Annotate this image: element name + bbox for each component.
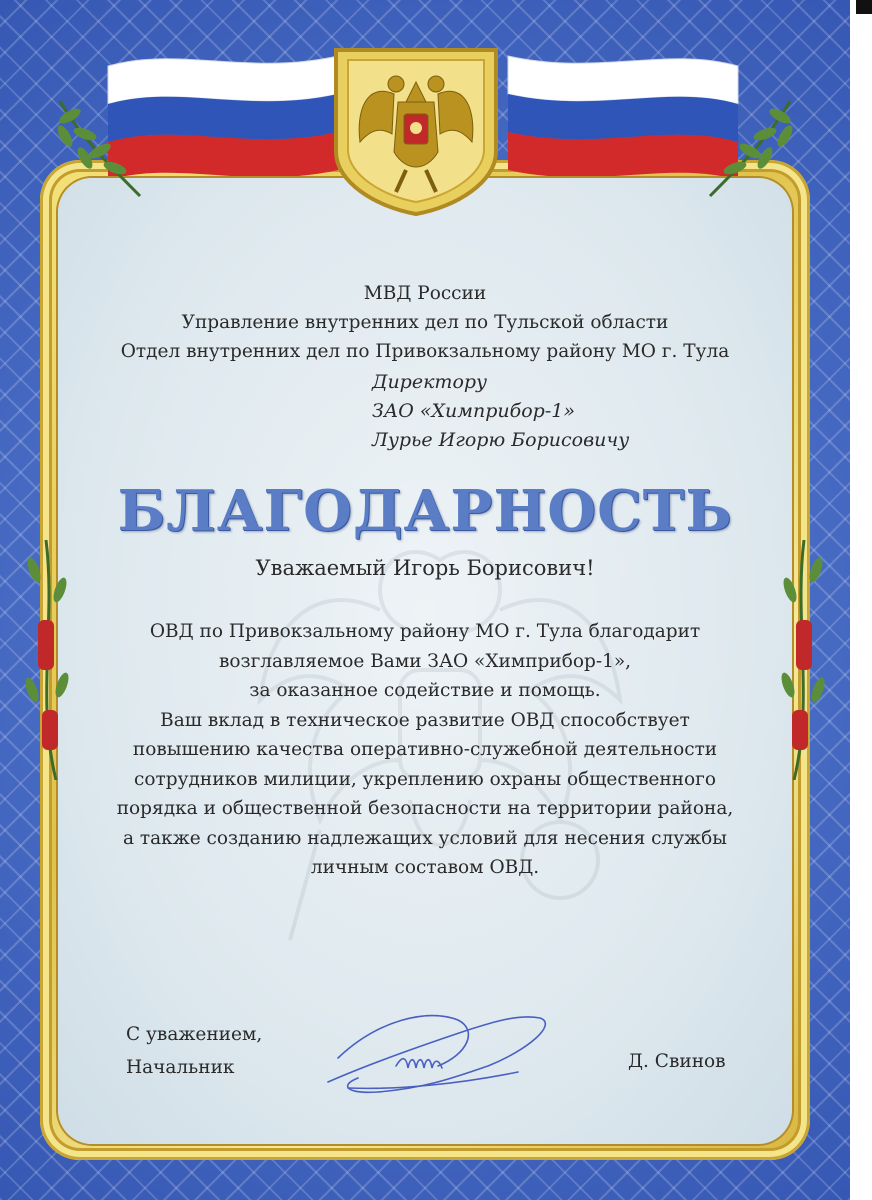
body-line: возглавляемое Вами ЗАО «Химприбор-1», — [218, 650, 632, 672]
body-line: сотрудников милиции, укреплению охраны общественного — [134, 768, 716, 790]
scan-margin — [850, 0, 872, 1200]
addressee-line: ЗАО «Химприбор-1» — [372, 400, 575, 422]
closing-text: С уважением, — [126, 1024, 263, 1045]
issuer-header — [0, 279, 850, 366]
issuer-line: Отдел внутренних дел по Привокзальному району МО г. Тула — [120, 341, 730, 362]
body-line: повышению качества оперативно-служебной деятельности — [132, 739, 718, 760]
addressee-line: Лурье Игорю Борисовичу — [372, 429, 630, 451]
body-line: за оказанное содействие и помощь. — [249, 680, 601, 701]
body-line: порядка и общественной безопасности на территории района, — [116, 798, 734, 819]
addressee-line: Директору — [372, 371, 488, 393]
issuer-line: МВД России — [363, 283, 487, 304]
signer-position: Начальник — [126, 1057, 235, 1078]
body-line: личным составом ОВД. — [310, 857, 540, 878]
body-text — [80, 617, 770, 883]
handwritten-signature — [318, 1000, 558, 1100]
russian-coat-of-arms-icon — [326, 42, 506, 218]
body-line: а также созданию надлежащих условий для несения службы — [122, 827, 728, 849]
greeting: Уважаемый Игорь Борисович! — [255, 556, 595, 580]
issuer-line: Управление внутренних дел по Тульской области — [181, 312, 669, 333]
signer-name: Д. Свинов — [628, 1051, 726, 1072]
addressee-block — [372, 368, 629, 455]
body-line: Ваш вклад в техническое развитие ОВД способствует — [160, 709, 690, 731]
document-title: БЛАГОДАРНОСТЬ — [117, 478, 733, 544]
scan-mark — [856, 0, 872, 14]
body-line: ОВД по Привокзальному району МО г. Тула благодарит — [149, 621, 701, 642]
laurel-branch-icon — [40, 96, 150, 206]
signature-block — [126, 1018, 262, 1084]
laurel-branch-icon — [700, 96, 810, 206]
